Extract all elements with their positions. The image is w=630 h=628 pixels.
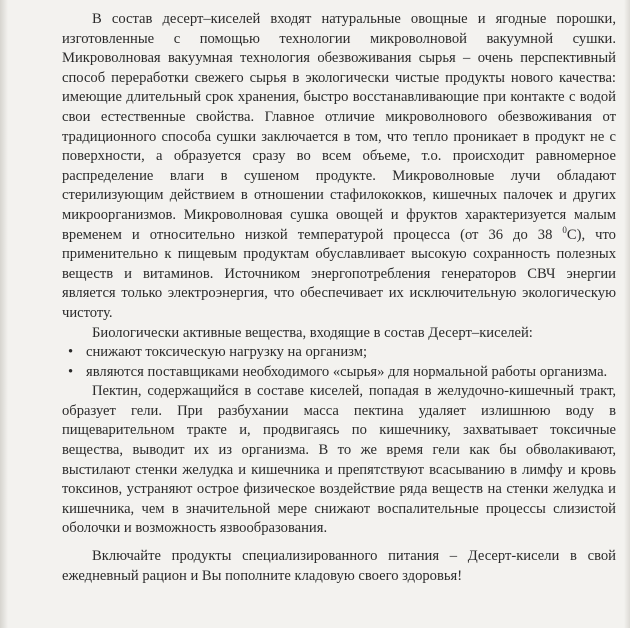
bullet-icon: • [68,363,74,380]
paragraph-microwave-drying-text: В состав десерт–киселей входят натуральные овощные и ягодные порошки, изготовленные с помощью технологии микроволновой вакуумной сушки. Микроволновая вакуумная технология обезвоживания сырья – очень перспективный способ переработки свежего сырья в экологически чистые продукты нового качества: имеющие длительный срок хранения, быстро восстанавливающие при контакте с водой свои естественные свойства. Главное отличие микроволнового обезвоживания от традиционного способа сушки заключается в том, что тепло проникает в продукт не с поверхности, а образуется сразу во всем объеме, т.о. происходит равномерное распределение влаги в сушеном продукте. Микроволновые лучи обладают стерилизующим действием в отношении стафилококков, кишечных палочек и других микроорганизмов. Микроволновая сушка овощей и фруктов характеризуется малым временем и относительно низкой температурой процесса (от 36 до 38 [62,11,616,243]
bioactive-list [62,343,616,382]
list-item-text: являются поставщиками необходимого «сырья» для нормальной работы организма. [86,363,608,380]
bullet-icon: • [68,344,74,361]
paragraph-microwave-drying [62,10,616,324]
list-item-text: снижают токсическую нагрузку на организм; [86,344,368,361]
list-item [62,363,616,383]
list-item [62,343,616,363]
paragraph-bioactive-intro: Биологически активные вещества, входящие в состав Десерт–киселей: [92,324,533,341]
degree-superscript: 0 [562,224,567,235]
paragraph-microwave-drying-tail: С), что применительно к пищевым продуктам обуславливает высокую сохранность полезных веществ и витаминов. Источником энергопотребления генераторов СВЧ энергии является только электроэнергия, что обеспечивает их исключительную экологическую чистоту. [62,226,616,321]
paragraph-pectin: Пектин, содержащийся в составе киселей, попадая в желудочно-кишечный тракт, образует гели. При разбухании масса пектина удаляет излишнюю воду в пищеварительном тракте и, продвигаясь по кишечнику, захватывает токсичные вещества, выводит их из организма. В то же время гели как бы обволакивают, выстилают стенки желудка и кишечника и препятствуют всасыванию в лимфу и кровь токсинов, устраняют острое физическое воздействие ряда веществ на стенки желудка и кишечника, чем в значительной мере снижают воспалительные процессы слизистой оболочки и возможность язвообразования. [62,383,616,537]
paragraph-closing: Включайте продукты специализированного питания – Десерт-кисели в свой ежедневный рацион и Вы пополните кладовую своего здоровья! [62,548,616,584]
